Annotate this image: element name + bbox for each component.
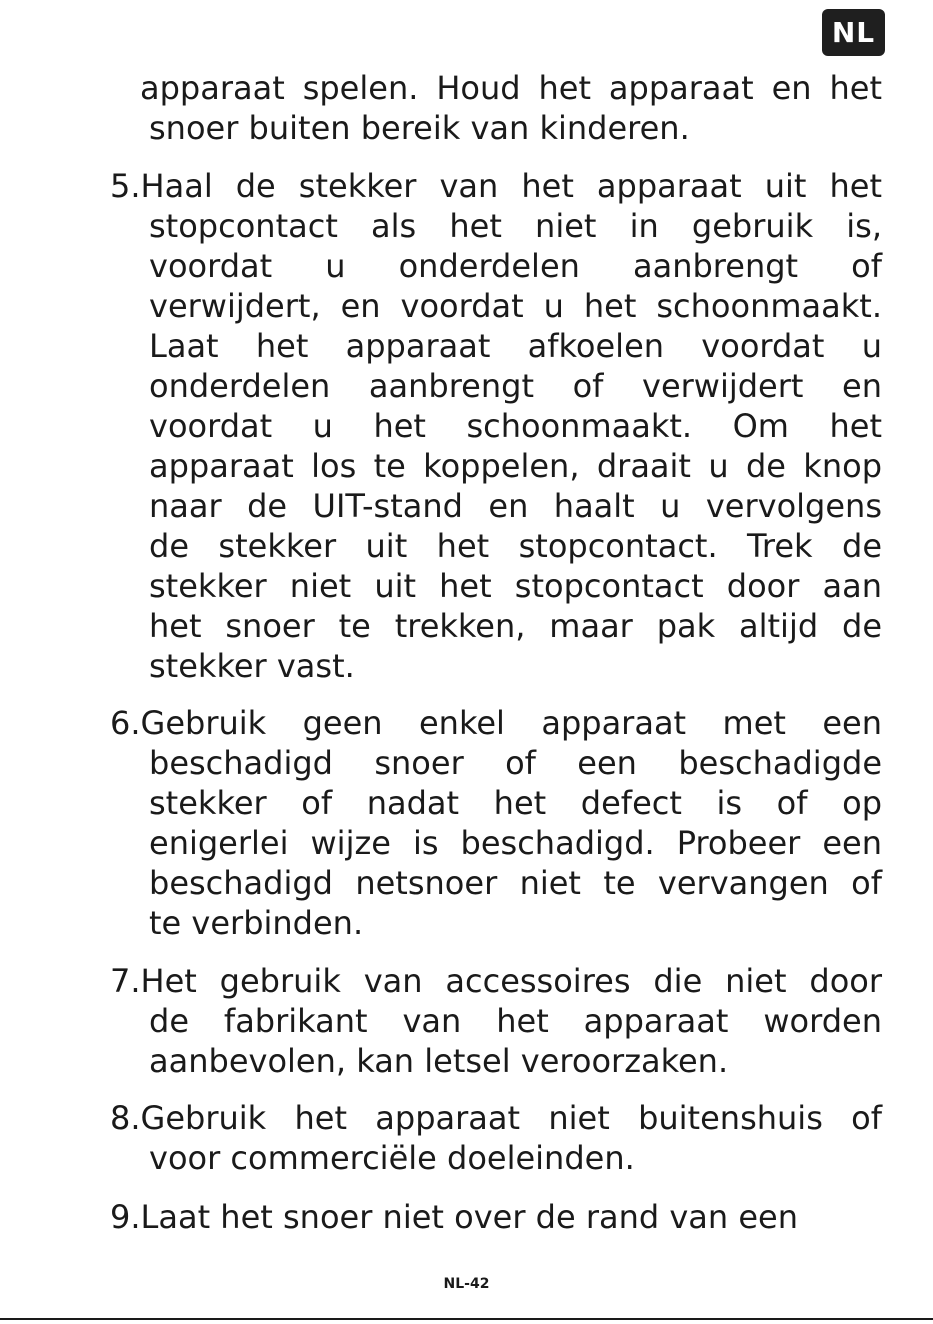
list-item-6-line: beschadigd netsnoer niet te vervangen of [149,864,882,902]
list-item-7-line: 7.Het gebruik van accessoires die niet door [110,962,882,1000]
list-item-5-line: naar de UIT-stand en haalt u vervolgens [149,487,882,525]
list-item-7-line: aanbevolen, kan letsel veroorzaken. [149,1042,729,1080]
list-item-5-line: voordat u onderdelen aanbrengt of [149,247,882,285]
list-item-8-line: 8.Gebruik het apparaat niet buitenshuis of [110,1099,882,1137]
list-item-5-line: verwijdert, en voordat u het schoonmaakt. [149,287,882,325]
list-item-5-line: voordat u het schoonmaakt. Om het [149,407,882,445]
list-item-5-line: het snoer te trekken, maar pak altijd de [149,607,882,645]
list-item-5-line: 5.Haal de stekker van het apparaat uit het [110,167,882,205]
list-item-9-line: 9.Laat het snoer niet over de rand van een [110,1198,798,1236]
list-item-5-line: onderdelen aanbrengt of verwijdert en [149,367,882,405]
list-item-5-line: stekker niet uit het stopcontact door aan [149,567,882,605]
list-item-5-line: stopcontact als het niet in gebruik is, [149,207,882,245]
bottom-divider [0,1318,933,1320]
list-item-6-line: stekker of nadat het defect is of op [149,784,882,822]
page-number: NL-42 [443,1276,490,1292]
paragraph-line: snoer buiten bereik van kinderen. [149,109,690,147]
list-item-6-line: te verbinden. [149,904,364,942]
list-item-6-line: beschadigd snoer of een beschadigde [149,744,882,782]
list-item-5-line: apparaat los te koppelen, draait u de knop [149,447,882,485]
list-item-6-line: enigerlei wijze is beschadigd. Probeer een [149,824,882,862]
list-item-5-line: de stekker uit het stopcontact. Trek de [149,527,882,565]
list-item-6-line: 6.Gebruik geen enkel apparaat met een [110,704,882,742]
paragraph-line: apparaat spelen. Houd het apparaat en het [140,69,882,107]
language-badge: NL [822,9,885,56]
list-item-8-line: voor commerciële doeleinden. [149,1139,635,1177]
list-item-5-line: stekker vast. [149,647,355,685]
list-item-7-line: de fabrikant van het apparaat worden [149,1002,882,1040]
list-item-5-line: Laat het apparaat afkoelen voordat u [149,327,882,365]
